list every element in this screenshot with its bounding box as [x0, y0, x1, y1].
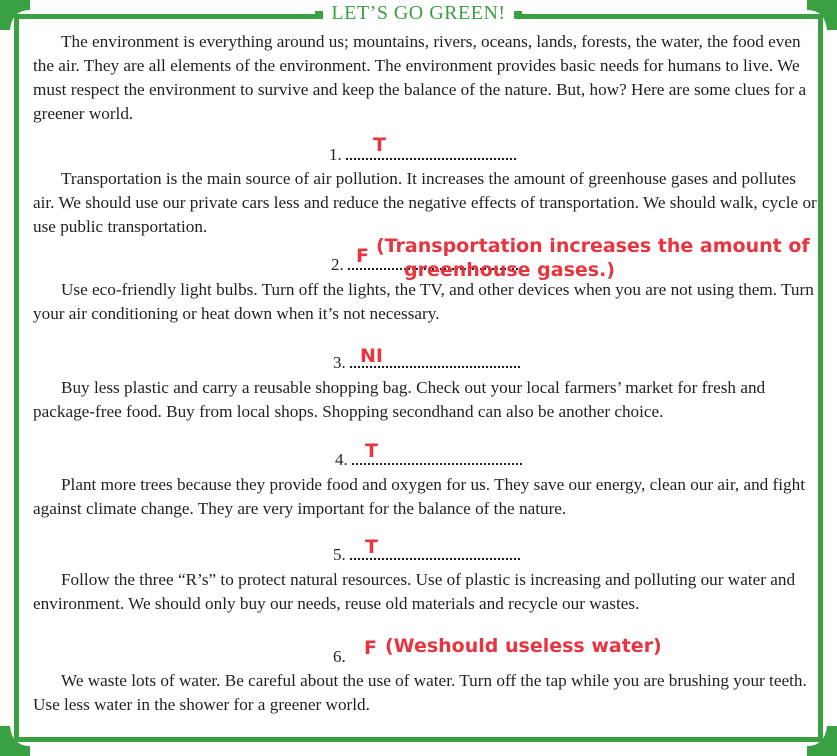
intro-paragraph: [33, 30, 818, 126]
item-number: 6.: [333, 647, 346, 666]
paragraph-text: Transportation is the main source of air pollution. It increases the amount of greenhouse gases and pollutes air. We should use our private cars less and reduce the negative effects of transportation. We should walk, cycle or use public transportation.: [33, 169, 817, 236]
paragraph-text: Use eco-friendly light bulbs. Turn off the lights, the TV, and other devices when you are not using them. Turn your air conditioning or heat down when it’s not necessary.: [33, 280, 814, 323]
paragraph-text: Buy less plastic and carry a reusable shopping bag. Check out your local farmers’ market for fresh and package-free food. Buy from local shops. Shopping secondhand can also be another choice.: [33, 378, 766, 421]
item-number: 4.: [335, 450, 348, 469]
item-number: 3.: [333, 353, 346, 372]
item-number: 5.: [333, 545, 346, 564]
corner-ornament: [0, 726, 30, 756]
paragraph-1: [33, 167, 818, 239]
answer-mark-3: NI: [360, 345, 383, 367]
paragraph-2: [33, 278, 818, 326]
corner-ornament: [807, 726, 837, 756]
answer-line-5: [333, 545, 520, 565]
paragraph-6: [33, 669, 818, 717]
note-line: (Transportation increases the amount of: [376, 235, 810, 257]
paragraph-text: We waste lots of water. Be careful about the use of water. Turn off the tap while you are brushing your teeth. Use less water in the shower for a greener world.: [33, 671, 807, 714]
correction-note-2: [376, 234, 810, 258]
paragraph-text: Plant more trees because they provide food and oxygen for us. They save our energy, clean our air, and fight against climate change. They are very important for the balance of the nature.: [33, 475, 806, 518]
answer-mark-4: T: [365, 440, 378, 462]
item-number: 2.: [331, 255, 344, 274]
answer-mark-1: T: [373, 134, 386, 156]
paragraph-text: Follow the three “R’s” to protect natural resources. Use of plastic is increasing and polluting our water and environment. We should only buy our needs, reuse old materials and recycle our wastes.: [33, 570, 796, 613]
answer-mark-5: T: [365, 536, 378, 558]
paragraph-5: [33, 568, 818, 616]
intro-text: The environment is everything around us; mountains, rivers, oceans, lands, forests, the water, the food even the air. They are all elements of the environment. The environment provides basic needs for humans to live. We must respect the environment to survive and keep the balance of the nature. But, how? Here are some clues for a greener world.: [33, 32, 807, 123]
page-title: LET’S GO GREEN!: [321, 2, 515, 25]
item-number: 1.: [329, 145, 342, 164]
answer-line-6: [333, 647, 346, 667]
answer-line-1: [329, 145, 516, 165]
paragraph-3: [33, 376, 818, 424]
paragraph-4: [33, 473, 818, 521]
correction-note-6: (Weshould useless water): [385, 635, 662, 657]
answer-line-4: [335, 450, 522, 470]
answer-mark-2: F: [356, 245, 369, 267]
note-line: greenhouse gases.): [404, 259, 616, 281]
answer-mark-6: F: [364, 637, 377, 659]
title-container: [0, 2, 837, 25]
